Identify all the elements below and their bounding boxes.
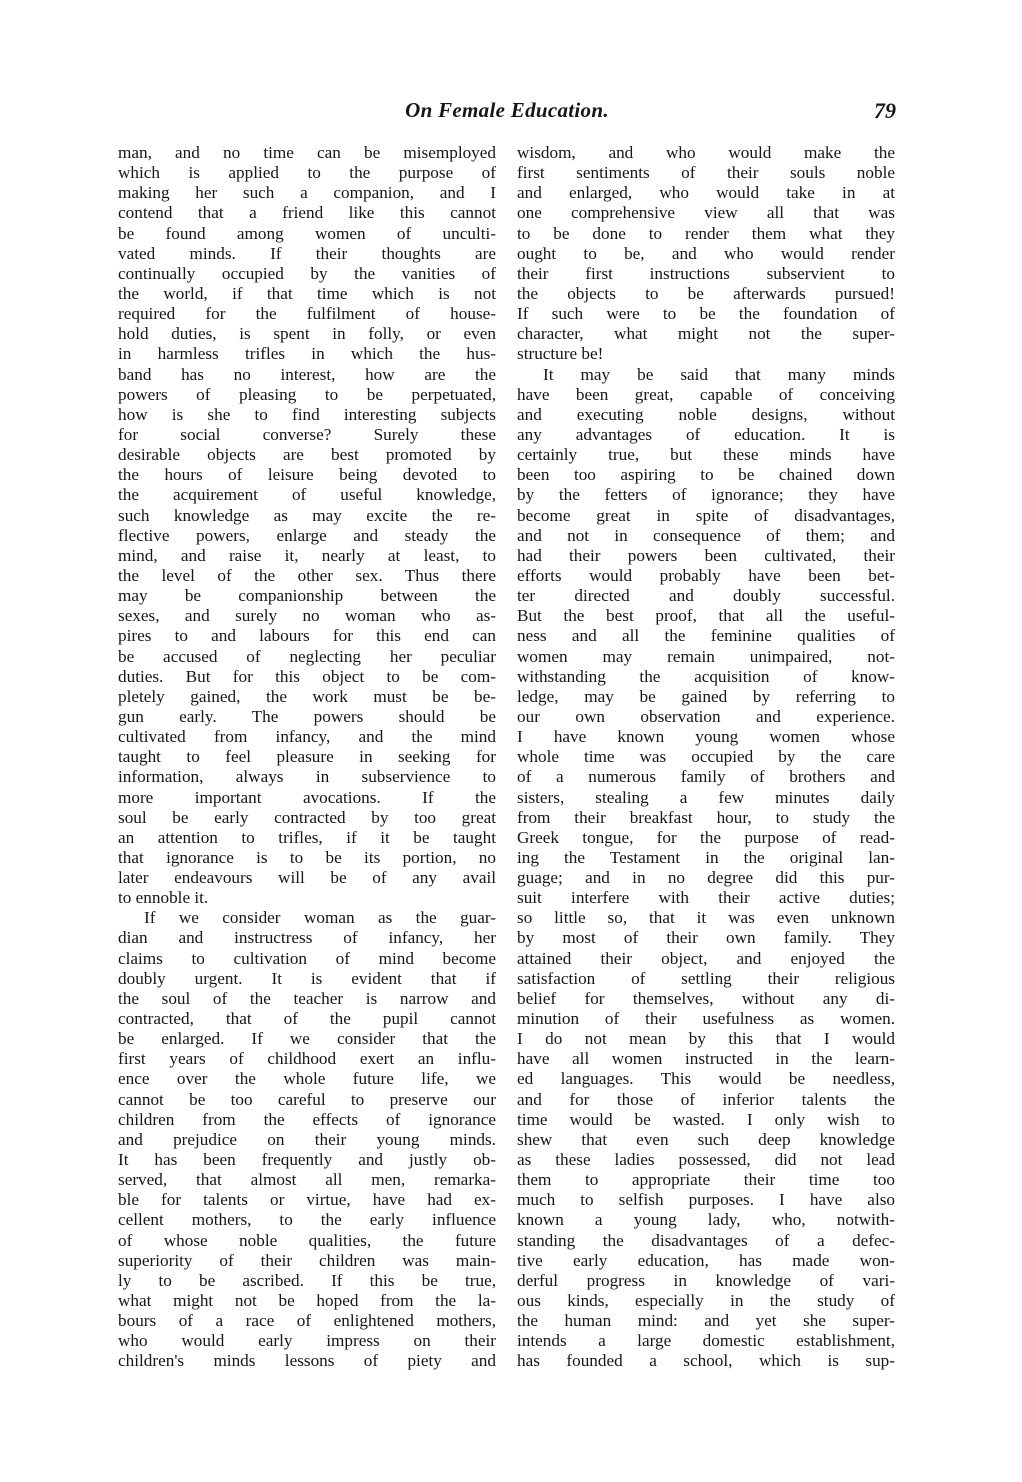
text-line: soul be early contracted by too great bbox=[118, 807, 496, 827]
text-line: as these ladies possessed, did not lead bbox=[517, 1150, 895, 1170]
text-line: and not in consequence of them; and bbox=[517, 525, 895, 545]
text-line: ledge, may be gained by referring to bbox=[517, 686, 895, 706]
text-line: be found among women of unculti- bbox=[118, 223, 496, 243]
text-line: that ignorance is to be its portion, no bbox=[118, 847, 496, 867]
text-line: ence over the whole future life, we bbox=[118, 1069, 496, 1089]
text-line: be accused of neglecting her peculiar bbox=[118, 646, 496, 666]
text-line: so little so, that it was even unknown bbox=[517, 908, 895, 928]
text-line: the objects to be afterwards pursued! bbox=[517, 283, 895, 303]
text-line: the acquirement of useful knowledge, bbox=[118, 485, 496, 505]
text-line: doubly urgent. It is evident that if bbox=[118, 968, 496, 988]
text-line: their first instructions subservient to bbox=[517, 263, 895, 283]
text-line: of whose noble qualities, the future bbox=[118, 1230, 496, 1250]
text-line: certainly true, but these minds have bbox=[517, 445, 895, 465]
text-line: duties. But for this object to be com- bbox=[118, 666, 496, 686]
text-line: by the fetters of ignorance; they have bbox=[517, 485, 895, 505]
text-line: for social converse? Surely these bbox=[118, 424, 496, 444]
text-line: Greek tongue, for the purpose of read- bbox=[517, 827, 895, 847]
text-line: be enlarged. If we consider that the bbox=[118, 1029, 496, 1049]
text-line: may be companionship between the bbox=[118, 586, 496, 606]
text-line: hold duties, is spent in folly, or even bbox=[118, 324, 496, 344]
text-line: by most of their own family. They bbox=[517, 928, 895, 948]
text-line: children from the effects of ignorance bbox=[118, 1109, 496, 1129]
text-line: time would be wasted. I only wish to bbox=[517, 1109, 895, 1129]
text-line: character, what might not the super- bbox=[517, 324, 895, 344]
text-line: taught to feel pleasure in seeking for bbox=[118, 747, 496, 767]
text-line: tive early education, has made won- bbox=[517, 1250, 895, 1270]
text-line: But the best proof, that all the useful- bbox=[517, 606, 895, 626]
text-line: If such were to be the foundation of bbox=[517, 304, 895, 324]
text-line: continually occupied by the vanities of bbox=[118, 263, 496, 283]
text-line: has founded a school, which is sup- bbox=[517, 1351, 895, 1371]
text-line: and enlarged, who would take in at bbox=[517, 183, 895, 203]
right-text-column bbox=[517, 143, 895, 1372]
text-line: sisters, stealing a few minutes daily bbox=[517, 787, 895, 807]
text-line: more important avocations. If the bbox=[118, 787, 496, 807]
text-line: efforts would probably have been bet- bbox=[517, 565, 895, 585]
text-line: If we consider woman as the guar- bbox=[144, 908, 496, 928]
text-line: such knowledge as may excite the re- bbox=[118, 505, 496, 525]
text-line: gun early. The powers should be bbox=[118, 706, 496, 726]
text-line: vated minds. If their thoughts are bbox=[118, 243, 496, 263]
text-line: guage; and in no degree did this pur- bbox=[517, 868, 895, 888]
text-line: much to selfish purposes. I have also bbox=[517, 1190, 895, 1210]
text-line: to be done to render them what they bbox=[517, 223, 895, 243]
text-line: belief for themselves, without any di- bbox=[517, 988, 895, 1008]
text-line: the hours of leisure being devoted to bbox=[118, 465, 496, 485]
text-line: become great in spite of disadvantages, bbox=[517, 505, 895, 525]
text-line: man, and no time can be misemployed bbox=[118, 143, 496, 162]
text-line: flective powers, enlarge and steady the bbox=[118, 525, 496, 545]
text-line: have all women instructed in the learn- bbox=[517, 1049, 895, 1069]
text-line: from their breakfast hour, to study the bbox=[517, 807, 895, 827]
text-line: making her such a companion, and I bbox=[118, 183, 496, 203]
text-line: It has been frequently and justly ob- bbox=[118, 1150, 496, 1170]
text-line: ous kinds, especially in the study of bbox=[517, 1291, 895, 1311]
text-line: cannot be too careful to preserve our bbox=[118, 1089, 496, 1109]
text-line: women may remain unimpaired, not- bbox=[517, 646, 895, 666]
text-line: sexes, and surely no woman who as- bbox=[118, 606, 496, 626]
text-line: bours of a race of enlightened mothers, bbox=[118, 1311, 496, 1331]
text-line: any advantages of education. It is bbox=[517, 424, 895, 444]
text-line: suit interfere with their active duties; bbox=[517, 888, 895, 908]
text-line: powers of pleasing to be perpetuated, bbox=[118, 384, 496, 404]
text-line: of a numerous family of brothers and bbox=[517, 767, 895, 787]
text-line: superiority of their children was main- bbox=[118, 1250, 496, 1270]
text-line: cultivated from infancy, and the mind bbox=[118, 727, 496, 747]
text-line: first sentiments of their souls noble bbox=[517, 163, 895, 183]
text-line: first years of childhood exert an influ- bbox=[118, 1049, 496, 1069]
text-line: an attention to trifles, if it be taught bbox=[118, 827, 496, 847]
text-line: later endeavours will be of any avail bbox=[118, 868, 496, 888]
text-line: and prejudice on their young minds. bbox=[118, 1129, 496, 1149]
text-line: attained their object, and enjoyed the bbox=[517, 948, 895, 968]
page-number: 79 bbox=[874, 98, 896, 123]
text-line: structure be! bbox=[517, 344, 604, 364]
text-line: and for those of inferior talents the bbox=[517, 1089, 895, 1109]
text-line: ought to be, and who would render bbox=[517, 243, 895, 263]
text-line: to ennoble it. bbox=[118, 888, 209, 908]
text-line: the soul of the teacher is narrow and bbox=[118, 988, 496, 1008]
text-line: what might not be hoped from the la- bbox=[118, 1291, 496, 1311]
text-line: cellent mothers, to the early influence bbox=[118, 1210, 496, 1230]
text-line: wisdom, and who would make the bbox=[517, 143, 895, 162]
text-line: band has no interest, how are the bbox=[118, 364, 496, 384]
text-line: claims to cultivation of mind become bbox=[118, 948, 496, 968]
text-line: children's minds lessons of piety and bbox=[118, 1351, 496, 1371]
text-line: ing the Testament in the original lan- bbox=[517, 847, 895, 867]
text-line: minution of their usefulness as women. bbox=[517, 1009, 895, 1029]
text-line: I have known young women whose bbox=[517, 727, 895, 747]
text-line: been too aspiring to be chained down bbox=[517, 465, 895, 485]
text-line: and executing noble designs, without bbox=[517, 404, 895, 424]
text-line: desirable objects are best promoted by bbox=[118, 445, 496, 465]
text-line: our own observation and experience. bbox=[517, 706, 895, 726]
text-line: information, always in subservience to bbox=[118, 767, 496, 787]
text-line: them to appropriate their time too bbox=[517, 1170, 895, 1190]
text-line: in harmless trifles in which the hus- bbox=[118, 344, 496, 364]
text-line: have been great, capable of conceiving bbox=[517, 384, 895, 404]
text-line: had their powers been cultivated, their bbox=[517, 545, 895, 565]
text-line: required for the fulfilment of house- bbox=[118, 304, 496, 324]
text-line: one comprehensive view all that was bbox=[517, 203, 895, 223]
running-title: On Female Education. bbox=[405, 98, 609, 122]
text-line: It may be said that many minds bbox=[543, 364, 895, 384]
text-line: satisfaction of settling their religious bbox=[517, 968, 895, 988]
text-line: dian and instructress of infancy, her bbox=[118, 928, 496, 948]
text-line: who would early impress on their bbox=[118, 1331, 496, 1351]
text-line: the level of the other sex. Thus there bbox=[118, 565, 496, 585]
text-line: served, that almost all men, remarka- bbox=[118, 1170, 496, 1190]
text-line: intends a large domestic establishment, bbox=[517, 1331, 895, 1351]
text-line: mind, and raise it, nearly at least, to bbox=[118, 545, 496, 565]
text-line: I do not mean by this that I would bbox=[517, 1029, 895, 1049]
text-line: shew that even such deep knowledge bbox=[517, 1129, 895, 1149]
text-line: the human mind: and yet she super- bbox=[517, 1311, 895, 1331]
text-line: which is applied to the purpose of bbox=[118, 163, 496, 183]
text-line: ed languages. This would be needless, bbox=[517, 1069, 895, 1089]
text-line: known a young lady, who, notwith- bbox=[517, 1210, 895, 1230]
left-text-column bbox=[118, 143, 496, 1372]
text-line: whole time was occupied by the care bbox=[517, 747, 895, 767]
text-line: how is she to find interesting subjects bbox=[118, 404, 496, 424]
text-line: ter directed and doubly successful. bbox=[517, 586, 895, 606]
text-line: derful progress in knowledge of vari- bbox=[517, 1270, 895, 1290]
text-line: pires to and labours for this end can bbox=[118, 626, 496, 646]
text-line: the world, if that time which is not bbox=[118, 283, 496, 303]
text-line: ly to be ascribed. If this be true, bbox=[118, 1270, 496, 1290]
page-header bbox=[118, 98, 896, 128]
text-line: contend that a friend like this cannot bbox=[118, 203, 496, 223]
text-line: contracted, that of the pupil cannot bbox=[118, 1009, 496, 1029]
text-line: ness and all the feminine qualities of bbox=[517, 626, 895, 646]
text-line: ble for talents or virtue, have had ex- bbox=[118, 1190, 496, 1210]
text-line: standing the disadvantages of a defec- bbox=[517, 1230, 895, 1250]
text-line: pletely gained, the work must be be- bbox=[118, 686, 496, 706]
text-line: withstanding the acquisition of know- bbox=[517, 666, 895, 686]
